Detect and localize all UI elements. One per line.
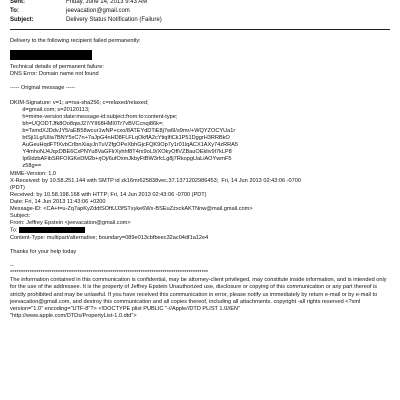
received-line: Received: by 10.58.198.168 with HTTP; Fri, 14 Jun 2013 02:43:06 -0700 (PDT)	[10, 191, 207, 198]
disclaimer-text: The information contained in this communication is confidential, may be attorney-client privileged, may constitute inside information, and is intended only for the use of the addressee. It is the property of Jeffrey Epstein Unauthorized use, disclosure or copying of this communication or any part thereof is strictly prohibited and may be unlawful. If you have received this communication in error, please notify us immediately by return e-mail or by e-mail to jeevacation@gmail.com, and destroy this communication and all copies thereof, including all attachments. copyright -all rights reserved <?xml version="1.0" encoding="UTF-8"?> <!DOCTYPE plist PUBLIC "-//Apple//DTD PLIST 1.0//EN"	[10, 277, 387, 312]
message-id-line: Message-ID: <CA+t=u-Zq7apKyZddtSOftUJ3fSTxyke6Wx-BSEuZzxckAKTNnw@mail.gmail.com>	[10, 205, 253, 212]
to-line	[10, 227, 392, 235]
to-value: jeevacation@gmail.com	[66, 8, 130, 14]
x-received-cont: (PDT)	[10, 184, 25, 191]
dtd-line: "http://www.apple.com/DTDs/PropertyList-1.0.dtd">	[10, 312, 137, 319]
to-label: To:	[10, 8, 19, 14]
thanks-line: Thanks for your help today	[10, 249, 77, 256]
dns-error-line: DNS Error: Domain name not found	[10, 71, 99, 78]
dkim-line: AuGeuHqdFTfXvbCrIbnXiayJnTuV2fgOPeXbhGjcFQK9Op7y1r01lqACX1AXy74zRRA5	[10, 142, 238, 149]
dkim-line: DKIM-Signature: v=1; a=rsa-sha256; c=relaxed/relaxed;	[10, 99, 149, 106]
content-type-line: Content-Type: multipart/alternative; boundary=089e013cbfbeec32ac04df1a12e4	[10, 234, 209, 241]
from-line: From: Jeffrey Epstein <jeevacation@gmail.com>	[10, 220, 131, 227]
dkim-line: h=mime-version:date:message-id:subject:from:to:content-type;	[10, 113, 178, 120]
dkim-line: z58g==	[10, 163, 42, 170]
date-line: Date: Fri, 14 Jun 2013 11:43:06 +0200	[10, 198, 106, 205]
tech-details-line: Technical details of permanent failure:	[10, 64, 104, 71]
stars-divider: *******************************************************************************************	[10, 270, 209, 277]
original-message-line: ----- Original message -----	[10, 85, 76, 92]
signature-dash: --	[10, 263, 14, 270]
dkim-line: Ip6ldzbAFibSRFOIGKeDM2b+rjOj/6ufOxmJkbyFtBW3rfcLg8j7RkopgUaLiAOYwmF5	[10, 156, 232, 163]
to-line-label: To:	[10, 227, 18, 234]
dkim-line: bh=UQODTJfk8Oo8qwJ27/YII68HMI0Tr7vBVCcnqi86k=;	[10, 120, 164, 127]
dkim-line: b=TsmdXJDdvJY5/aEB58wcur1wNP+cxo/8ATEYdDTiE8j7w6l/s9mr/+WQYZOCYUa1r	[10, 127, 236, 134]
dkim-line: d=gmail.com; s=20120113;	[10, 106, 90, 113]
redacted-recipient	[10, 50, 92, 60]
dkim-line: btSji1Lg/Ulia7BNY5xC7n+7aJpG4nHD8FLFLqOkffA2cYtiqIfiCk1P51DggrH3RRBkO	[10, 135, 230, 142]
x-received-line: X-Received: by 10.58.251.144 with SMTP id zk16mr625838vec.37.1371202986453; Fri, 14 Jun 2013 02:43:06 -0700	[10, 177, 301, 184]
subject-label: Subject:	[10, 17, 34, 23]
subject-line: Subject:	[10, 213, 31, 220]
email-body	[10, 38, 392, 320]
to-row	[10, 7, 390, 15]
mime-line: MIME-Version: 1.0	[10, 170, 57, 177]
subject-row	[10, 16, 390, 24]
redacted-to	[19, 227, 85, 233]
header-divider	[10, 29, 390, 30]
sent-label: Sent:	[10, 0, 25, 5]
sent-row	[10, 0, 390, 6]
dkim-line: Y4mhoNJ4JqxDBE6CxPNYu8VaGFlrXyhhf8T4rx9oL9/XOkyOflVZBauOEkliv9l7kLP8	[10, 149, 232, 156]
sent-value: Friday, June 14, 2013 9:43 AM	[66, 0, 148, 5]
subject-value: Delivery Status Notification (Failure)	[66, 17, 162, 23]
failure-line: Delivery to the following recipient failed permanently:	[10, 38, 141, 44]
